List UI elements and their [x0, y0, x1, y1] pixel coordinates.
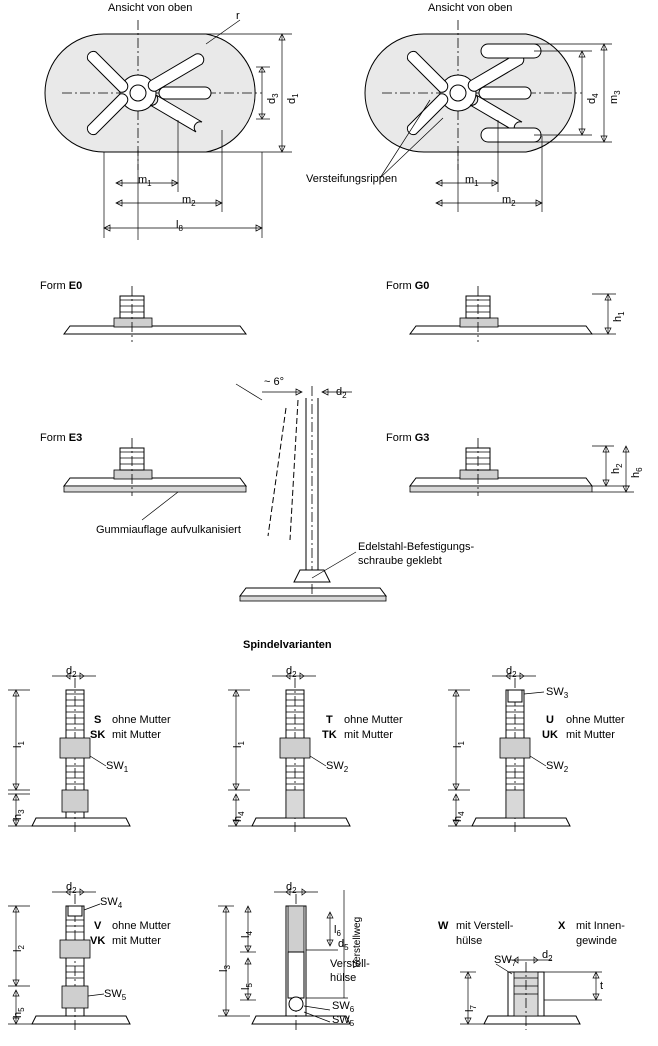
v5-sleeve-l1: Verstell-: [330, 958, 370, 970]
form-e0-label: Form E0: [40, 280, 83, 292]
v3-h4: $h_4$: [452, 811, 467, 822]
v3-sw2: $SW_2$: [546, 760, 569, 775]
v2-code-b: TK: [322, 729, 337, 741]
v6-t: t: [600, 980, 604, 992]
dim-m3: $m_3$: [608, 90, 623, 104]
dim-d2-center: $d_2$: [336, 386, 347, 401]
v4-d2: $d_2$: [66, 881, 77, 896]
angle-label: ~ 6°: [264, 376, 284, 388]
v5-l4: $l_4$: [240, 931, 255, 938]
v3-l1: $l_1$: [452, 741, 467, 748]
v4-code-b: VK: [90, 935, 106, 947]
dim-m2-right: $m_2$: [502, 194, 516, 209]
dim-l8: $l_8$: [176, 219, 183, 234]
dim-d3: $d_3$: [266, 93, 281, 104]
note-gummiauflage: Gummiauflage aufvulkanisiert: [96, 524, 241, 536]
v6-sw7: $SW_7$: [494, 954, 517, 969]
v4-code-a: V: [94, 920, 102, 932]
v1-h3: $h_3$: [12, 809, 27, 820]
v4-text-b: mit Mutter: [112, 935, 161, 947]
v1-d2: $d_2$: [66, 665, 77, 680]
v6-text-x1: mit Innen-: [576, 920, 625, 932]
v4-sw4: $SW_4$: [100, 896, 123, 911]
dim-m2-left: $m_2$: [182, 194, 196, 209]
v4-l2: $l_2$: [12, 945, 27, 952]
form-g3-label: Form G3: [386, 432, 430, 444]
v3-text-b: mit Mutter: [566, 729, 615, 741]
v5-sw6: $SW_6$: [332, 1000, 355, 1015]
v1-sw1: $SW_1$: [106, 760, 129, 775]
v1-text-b: mit Mutter: [112, 729, 161, 741]
v6-d2: $d_2$: [542, 949, 553, 964]
v2-code-a: T: [326, 714, 333, 726]
v2-h4: $h_4$: [232, 811, 247, 822]
v3-code-b: UK: [542, 729, 558, 741]
dim-d1: $d_1$: [286, 93, 301, 104]
v5-d2: $d_2$: [286, 881, 297, 896]
v3-text-a: ohne Mutter: [566, 714, 625, 726]
v5-d5: $d_5$: [338, 938, 349, 953]
v5-verstellweg: Verstellweg: [352, 916, 363, 968]
v5-l5: $l_5$: [240, 983, 255, 990]
v1-text-a: ohne Mutter: [112, 714, 171, 726]
top-view-left-title: Ansicht von oben: [108, 2, 193, 14]
v4-text-a: ohne Mutter: [112, 920, 171, 932]
dim-m1-right: $m_1$: [465, 174, 479, 189]
dim-d4: $d_4$: [586, 93, 601, 104]
spindelvarianten-title: Spindelvarianten: [243, 639, 332, 651]
v4-sw5: $SW_5$: [104, 988, 127, 1003]
dim-h6: $h_6$: [630, 467, 645, 478]
v1-l1: $l_1$: [12, 741, 27, 748]
form-g0-label: Form G0: [386, 280, 430, 292]
dim-h1: $h_1$: [612, 311, 627, 322]
dim-r: r: [236, 10, 240, 22]
v3-d2: $d_2$: [506, 665, 517, 680]
note-screw-line1: Edelstahl-Befestigungs-: [358, 541, 475, 553]
v2-text-a: ohne Mutter: [344, 714, 403, 726]
v6-text-w2: hülse: [456, 935, 483, 947]
v1-code-b: SK: [90, 729, 106, 741]
v6-code-w: W: [438, 920, 449, 932]
v3-sw3: $SW_3$: [546, 686, 569, 701]
v5-sleeve-l2: hülse: [330, 972, 357, 984]
v5-sw5: $SW_5$: [332, 1014, 355, 1029]
v6-text-x2: gewinde: [576, 935, 617, 947]
v5-l3: $l_3$: [218, 965, 233, 972]
v3-code-a: U: [546, 714, 554, 726]
v5-l6: $l_6$: [334, 924, 341, 939]
v1-code-a: S: [94, 714, 102, 726]
v2-sw2: $SW_2$: [326, 760, 349, 775]
callout-versteifungsrippen: Versteifungsrippen: [306, 173, 398, 185]
form-e3-label: Form E3: [40, 432, 83, 444]
dim-h2: $h_2$: [610, 463, 625, 474]
v4-h5: $h_5$: [12, 1007, 27, 1018]
note-screw-line2: schraube geklebt: [358, 555, 442, 567]
v2-text-b: mit Mutter: [344, 729, 393, 741]
dim-m1-left: $m_1$: [138, 174, 152, 189]
v2-d2: $d_2$: [286, 665, 297, 680]
v2-l1: $l_1$: [232, 741, 247, 748]
v6-l7: $l_7$: [464, 1005, 479, 1012]
top-view-right-title: Ansicht von oben: [428, 2, 513, 14]
v6-code-x: X: [558, 920, 566, 932]
v6-text-w1: mit Verstell-: [456, 920, 514, 932]
